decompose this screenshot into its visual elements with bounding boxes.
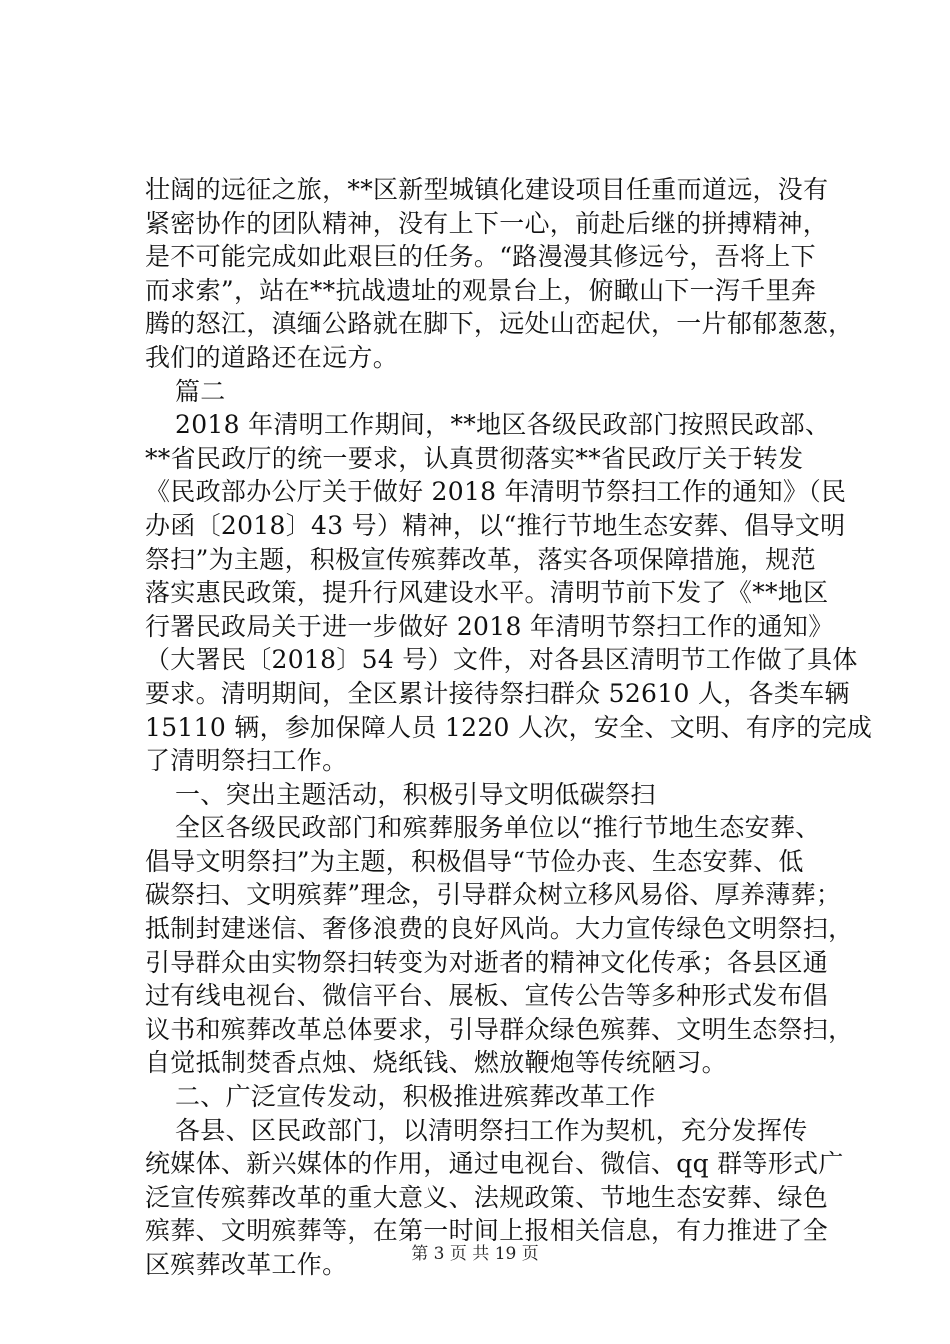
text-line: 倡导文明祭扫”为主题，积极倡导“节俭办丧、生态安葬、低 [145,846,804,876]
text-line: 碳祭扫、文明殡葬”理念，引导群众树立移风易俗、厚养薄葬； [145,880,842,910]
text-line: 祭扫”为主题，积极宣传殡葬改革，落实各项保障措施，规范 [145,544,816,574]
text-line: 2018 年清明工作期间，**地区各级民政部门按照民政部、 [175,410,831,440]
text-line: **省民政厅的统一要求，认真贯彻落实**省民政厅关于转发 [145,443,804,473]
text-line: 泛宣传殡葬改革的重大意义、法规政策、节地生态安葬、绿色 [145,1182,829,1212]
text-line: 自觉抵制焚香点烛、烧纸钱、燃放鞭炮等传统陋习。 [145,1048,727,1078]
text-line: 行署民政局关于进一步做好 2018 年清明节祭扫工作的通知》 [145,611,834,641]
text-line: 落实惠民政策，提升行风建设水平。清明节前下发了《**地区 [145,578,829,608]
text-line: 区殡葬改革工作。 [145,1250,348,1279]
text-line: 殡葬、文明殡葬等，在第一时间上报相关信息，有力推进了全 [145,1216,829,1246]
text-line: 引导群众由实物祭扫转变为对逝者的精神文化传承；各县区通 [145,947,829,977]
text-line: 而求索”，站在**抗战遗址的观景台上，俯瞰山下一泻千里奔 [145,275,817,305]
document-body [145,173,873,1282]
text-line: 壮阔的远征之旅，**区新型城镇化建设项目任重而道远，没有 [145,175,829,204]
text-line: 我们的道路还在远方。 [145,342,399,372]
text-line: 腾的怒江，滇缅公路就在脚下，远处山峦起伏，一片郁郁葱葱， [145,309,854,339]
text-line: 紧密协作的团队精神，没有上下一心，前赴后继的拼搏精神， [145,208,829,238]
text-line: 要求。清明期间，全区累计接待祭扫群众 52610 人，各类车辆 [145,678,850,708]
text-line: 15110 辆，参加保障人员 1220 人次，安全、文明、有序的完成 [145,712,873,742]
text-line: 《民政部办公厅关于做好 2018 年清明节祭扫工作的通知》（民 [145,477,847,507]
text-line: 统媒体、新兴媒体的作用，通过电视台、微信、qq 群等形式广 [145,1149,844,1179]
text-line: 是不可能完成如此艰巨的任务。“路漫漫其修远兮，吾将上下 [145,242,816,272]
text-line: 全区各级民政部门和殡葬服务单位以“推行节地生态安葬、 [175,813,821,843]
text-line: 二、广泛宣传发动，积极推进殡葬改革工作 [175,1082,656,1112]
text-line: 抵制封建迷信、奢侈浪费的良好风尚。大力宣传绿色文明祭扫， [145,914,854,944]
page-footer: 第 3 页 共 19 页 [411,1244,539,1264]
text-line: 办函〔2018〕43 号）精神，以“推行节地生态安葬、倡导文明 [145,510,846,540]
text-line: 了清明祭扫工作。 [145,746,348,776]
text-line: 议书和殡葬改革总体要求，引导群众绿色殡葬、文明生态祭扫， [145,1014,854,1044]
text-line: 篇二 [175,376,226,406]
text-line: 过有线电视台、微信平台、展板、宣传公告等多种形式发布倡 [145,981,829,1011]
text-line: 一、突出主题活动，积极引导文明低碳祭扫 [175,779,656,809]
text-line: 各县、区民政部门，以清明祭扫工作为契机，充分发挥传 [175,1115,808,1145]
text-line: （大署民〔2018〕54 号）文件，对各县区清明节工作做了具体 [145,645,858,675]
